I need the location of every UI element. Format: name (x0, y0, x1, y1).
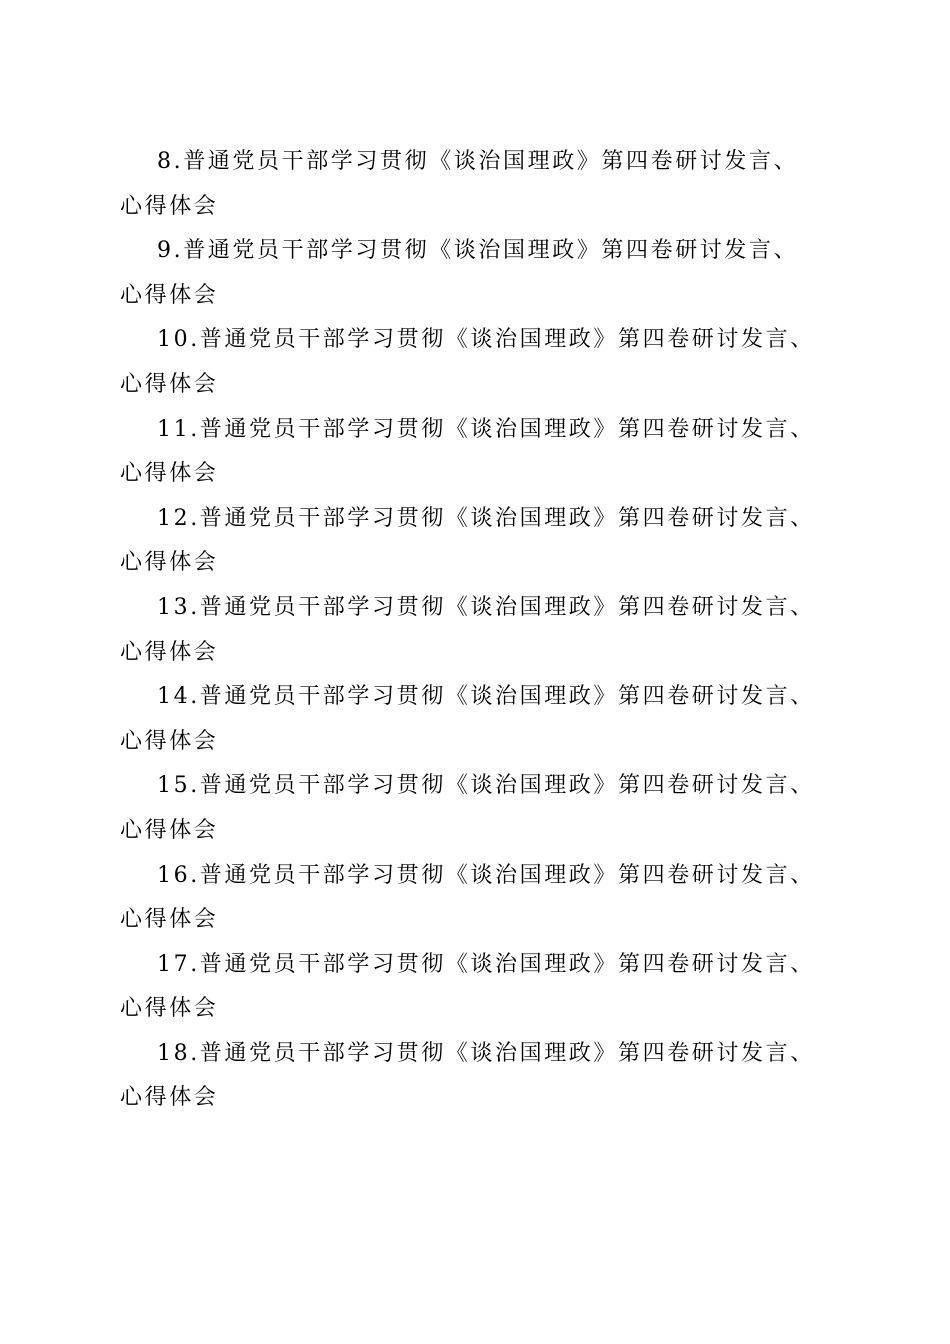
list-item (120, 854, 840, 943)
list-item-title: 13.普通党员干部学习贯彻《谈治国理政》第四卷研讨发言、 (157, 594, 815, 620)
document-list (120, 140, 840, 1121)
list-item-subtitle: 心得体会 (120, 1085, 219, 1111)
list-item (120, 497, 840, 586)
list-item (120, 675, 840, 764)
list-item (120, 408, 840, 497)
list-item-title: 14.普通党员干部学习贯彻《谈治国理政》第四卷研讨发言、 (157, 684, 815, 710)
list-item-title: 15.普通党员干部学习贯彻《谈治国理政》第四卷研讨发言、 (157, 773, 815, 799)
list-item-title: 17.普通党员干部学习贯彻《谈治国理政》第四卷研讨发言、 (157, 951, 815, 977)
list-item (120, 764, 840, 853)
list-item-subtitle: 心得体会 (120, 550, 219, 576)
list-item-subtitle: 心得体会 (120, 461, 219, 487)
list-item (120, 943, 840, 1032)
list-item-title: 10.普通党员干部学习贯彻《谈治国理政》第四卷研讨发言、 (157, 327, 815, 353)
list-item-title: 18.普通党员干部学习贯彻《谈治国理政》第四卷研讨发言、 (157, 1040, 815, 1066)
list-item-title: 16.普通党员干部学习贯彻《谈治国理政》第四卷研讨发言、 (157, 862, 815, 888)
list-item (120, 318, 840, 407)
list-item-subtitle: 心得体会 (120, 193, 219, 219)
list-item-title: 9.普通党员干部学习贯彻《谈治国理政》第四卷研讨发言、 (157, 238, 799, 264)
list-item-subtitle: 心得体会 (120, 371, 219, 397)
list-item-subtitle: 心得体会 (120, 639, 219, 665)
list-item-subtitle: 心得体会 (120, 817, 219, 843)
list-item (120, 1032, 840, 1121)
list-item-subtitle: 心得体会 (120, 996, 219, 1022)
list-item-title: 8.普通党员干部学习贯彻《谈治国理政》第四卷研讨发言、 (157, 149, 799, 174)
list-item (120, 586, 840, 675)
list-item-title: 11.普通党员干部学习贯彻《谈治国理政》第四卷研讨发言、 (157, 416, 815, 442)
list-item-subtitle: 心得体会 (120, 907, 219, 933)
list-item-subtitle: 心得体会 (120, 728, 219, 754)
list-item (120, 140, 840, 229)
list-item (120, 229, 840, 318)
list-item-subtitle: 心得体会 (120, 282, 219, 308)
list-item-title: 12.普通党员干部学习贯彻《谈治国理政》第四卷研讨发言、 (157, 505, 815, 531)
